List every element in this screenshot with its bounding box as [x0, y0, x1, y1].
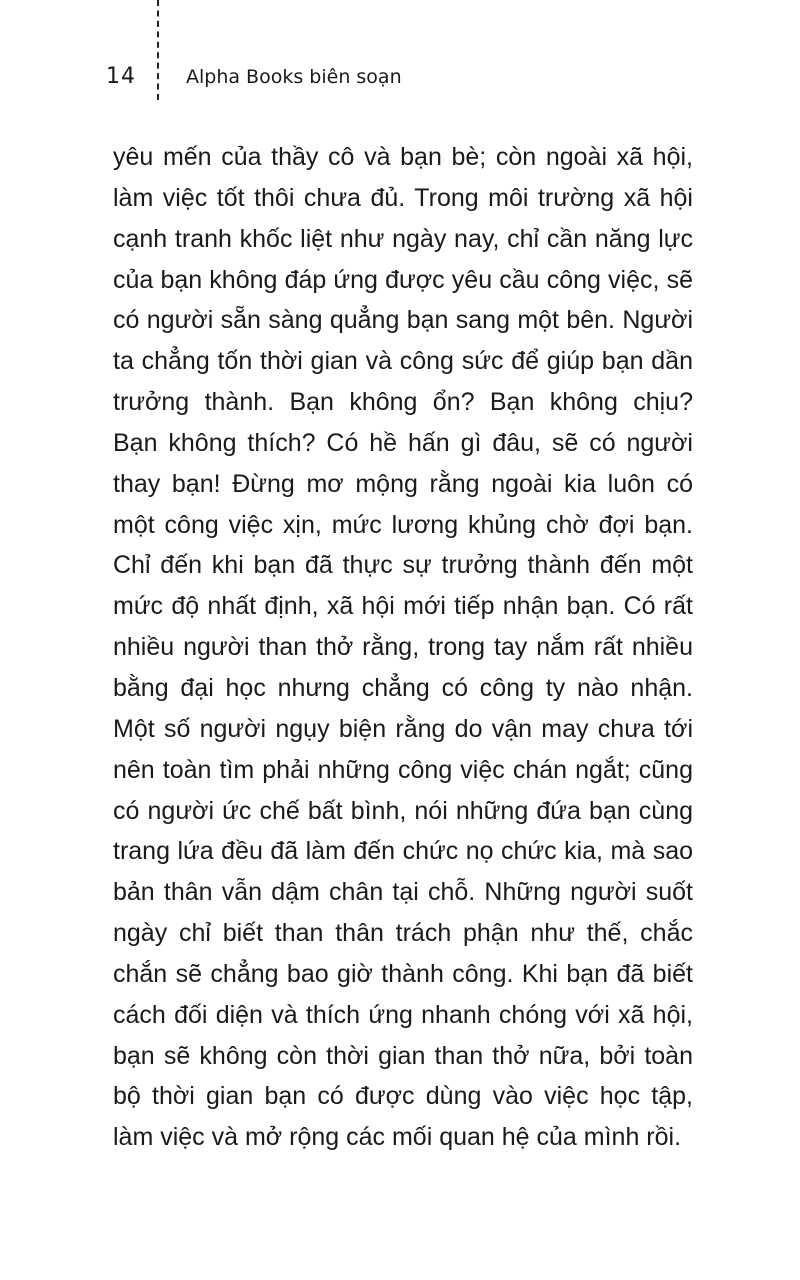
- text-line: chắn sẽ chẳng bao giờ thành công. Khi bạn đã biết: [113, 959, 693, 988]
- text-line: yêu mến của thầy cô và bạn bè; còn ngoài xã hội,: [113, 143, 693, 171]
- text-line: có người sẵn sàng quẳng bạn sang một bên. Người: [113, 306, 693, 335]
- header-divider: [157, 0, 159, 100]
- text-line: của bạn không đáp ứng được yêu cầu công việc, sẽ: [113, 265, 693, 294]
- text-line: trưởng thành. Bạn không ổn? Bạn không chịu?: [113, 388, 693, 417]
- text-line: nên toàn tìm phải những công việc chán ngắt; cũng: [113, 755, 693, 784]
- text-line: bộ thời gian bạn có được dùng vào việc học tập,: [113, 1082, 693, 1111]
- text-line: ta chẳng tốn thời gian và công sức để giúp bạn dần: [113, 347, 693, 376]
- body-paragraph: [113, 137, 693, 1158]
- text-line: mức độ nhất định, xã hội mới tiếp nhận bạn. Có rất: [113, 592, 693, 621]
- text-line: bằng đại học nhưng chẳng có công ty nào nhận.: [113, 673, 693, 702]
- text-line: làm việc tốt thôi chưa đủ. Trong môi trường xã hội: [113, 183, 693, 212]
- text-line: Chỉ đến khi bạn đã thực sự trưởng thành đến một: [113, 551, 693, 580]
- text-line: Một số người ngụy biện rằng do vận may chưa tới: [113, 714, 693, 743]
- page-number: 14: [106, 64, 136, 89]
- text-line: làm việc và mở rộng các mối quan hệ của mình rồi.: [113, 1123, 682, 1152]
- running-head: Alpha Books biên soạn: [186, 66, 402, 88]
- text-line: nhiều người than thở rằng, trong tay nắm rất nhiều: [113, 633, 693, 662]
- text-line: trang lứa đều đã làm đến chức nọ chức kia, mà sao: [113, 837, 693, 866]
- text-line: Bạn không thích? Có hề hấn gì đâu, sẽ có người: [113, 428, 693, 457]
- text-line: bản thân vẫn dậm chân tại chỗ. Những người suốt: [113, 878, 693, 907]
- text-line: bạn sẽ không còn thời gian than thở nữa, bởi toàn: [113, 1041, 693, 1070]
- text-line: thay bạn! Đừng mơ mộng rằng ngoài kia luôn có: [113, 469, 693, 498]
- text-line: có người ức chế bất bình, nói những đứa bạn cùng: [113, 796, 693, 825]
- text-line: một công việc xịn, mức lương khủng chờ đợi bạn.: [113, 510, 693, 539]
- text-line: ngày chỉ biết than thân trách phận như thế, chắc: [113, 919, 693, 948]
- text-line: cạnh tranh khốc liệt như ngày nay, chỉ cần năng lực: [113, 224, 693, 253]
- text-line: cách đối diện và thích ứng nhanh chóng với xã hội,: [113, 1000, 693, 1029]
